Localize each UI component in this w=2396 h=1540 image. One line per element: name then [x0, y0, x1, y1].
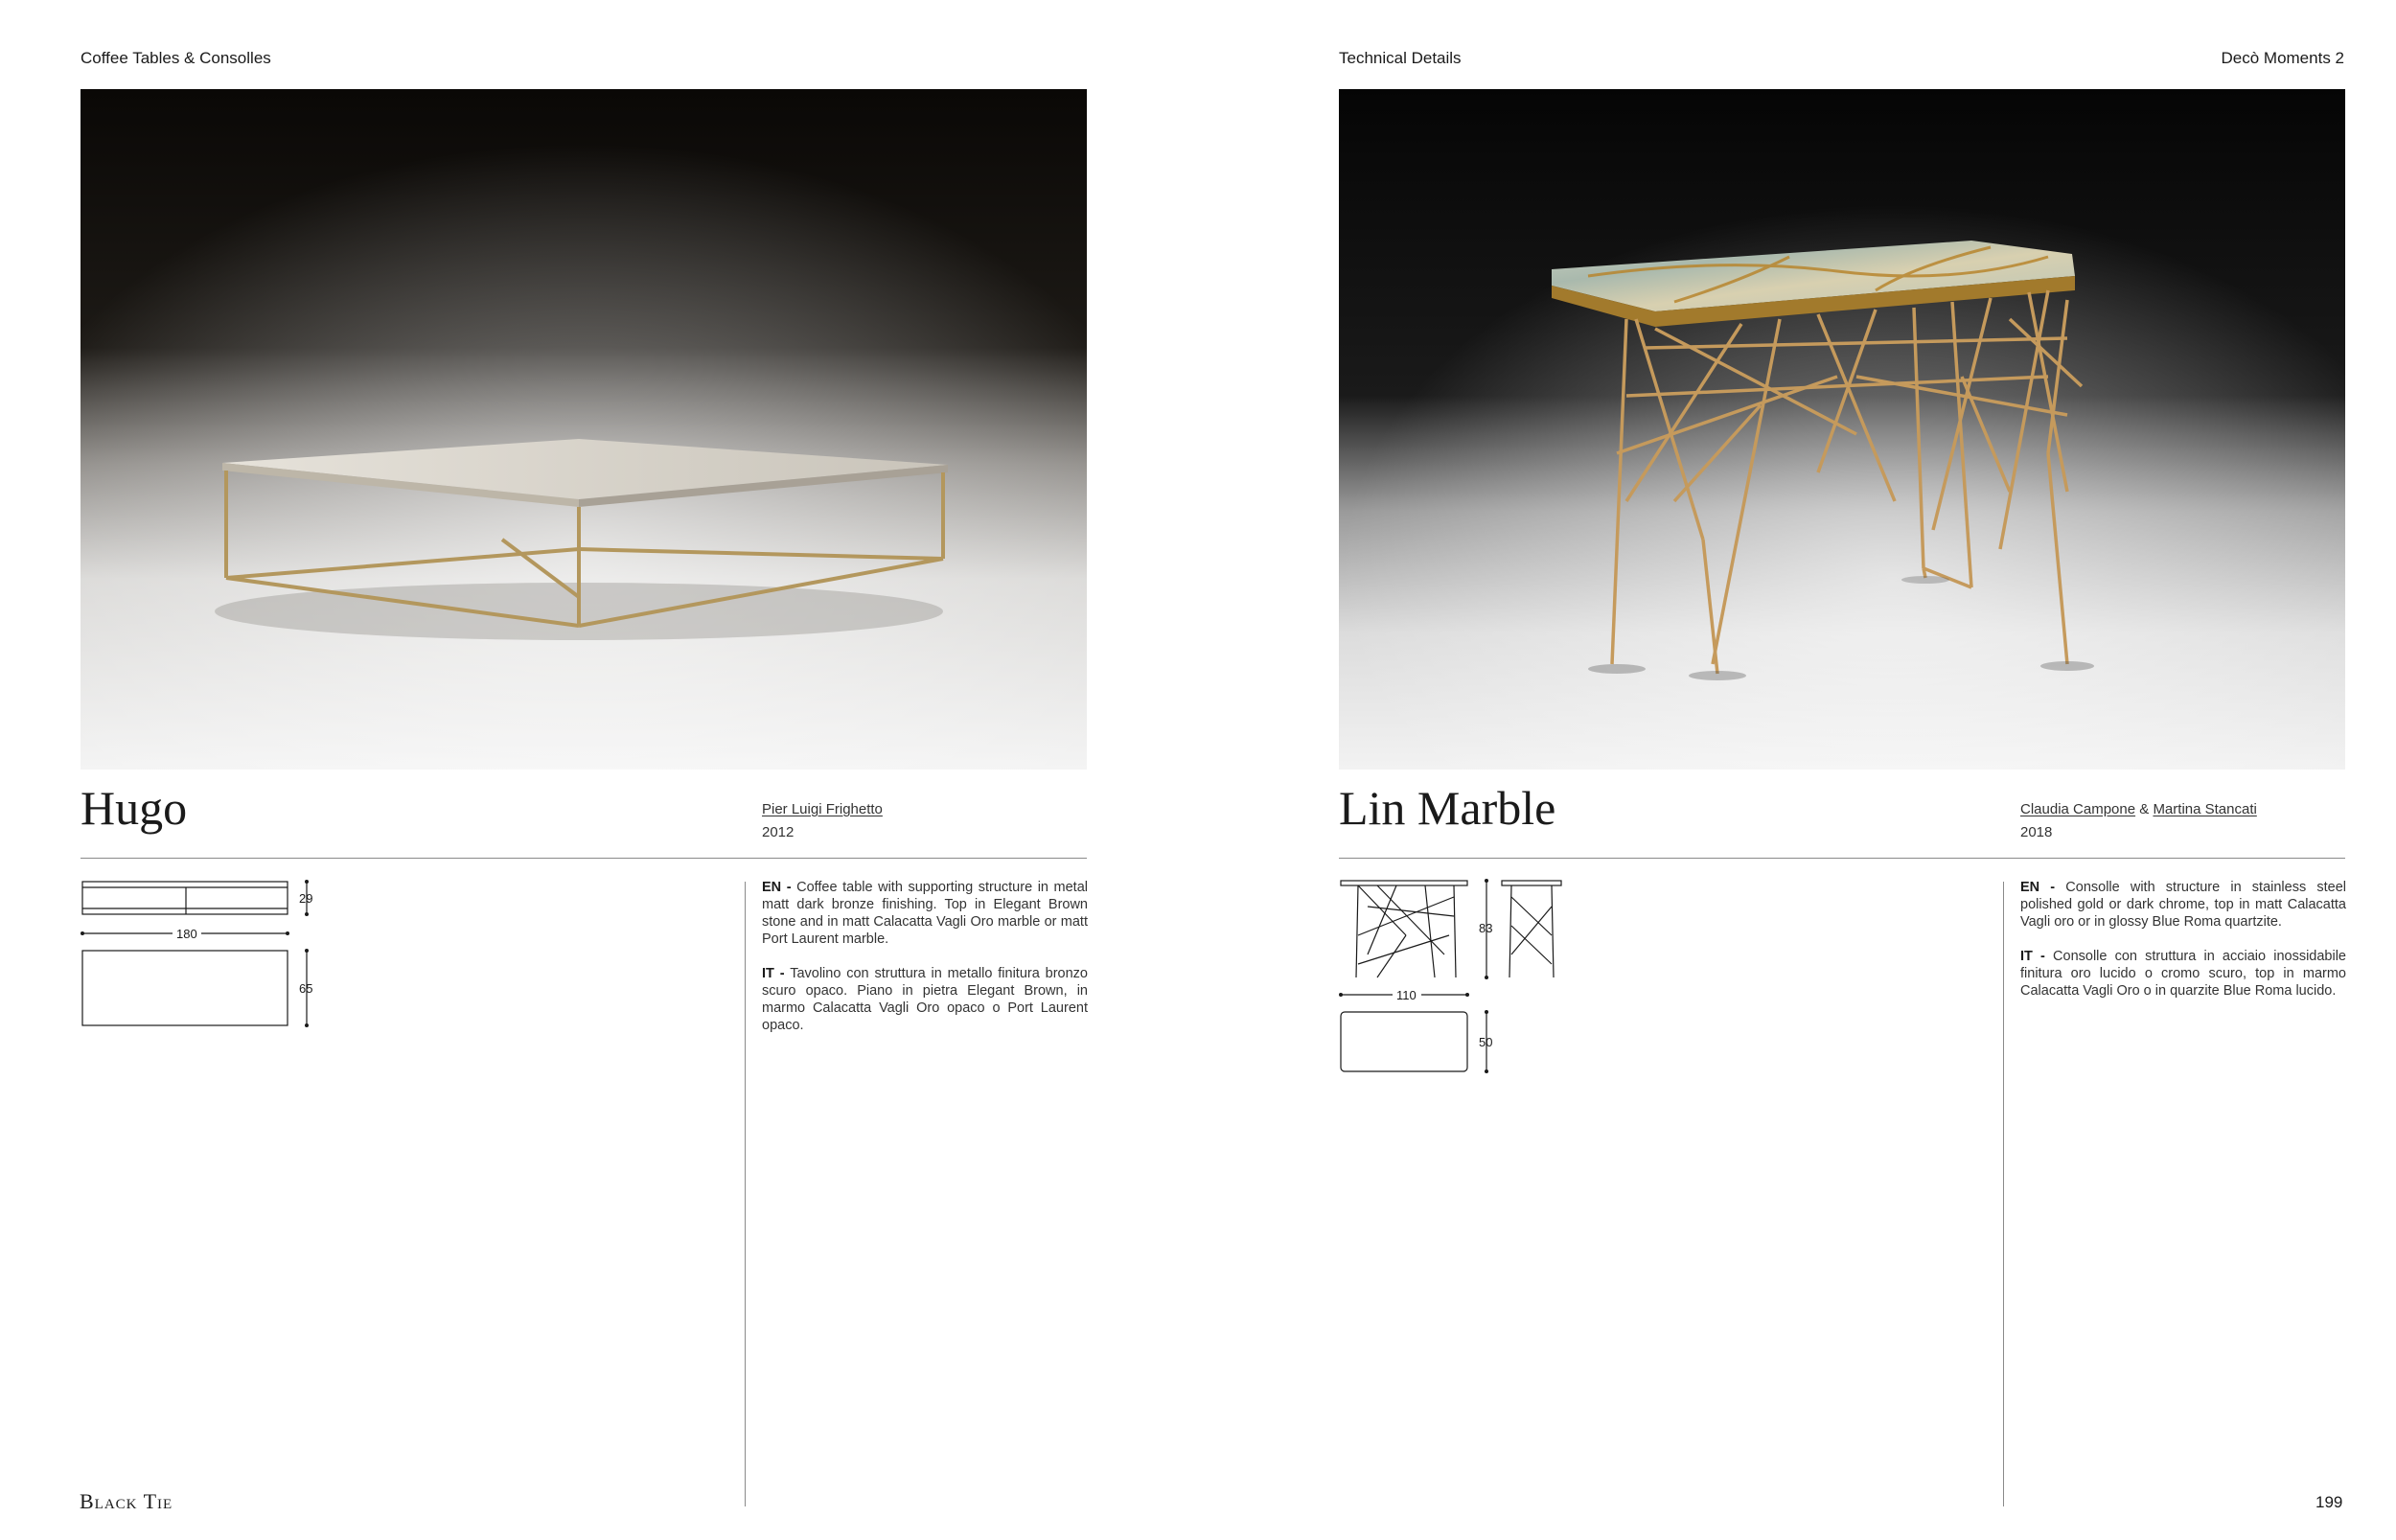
lin-marble-it-text: Consolle con struttura in acciaio inossidabile finitura oro lucido o cromo scuro, top in marmo Calacatta Vagli Oro o in quarzite Blue Roma lucido. [2020, 949, 2346, 999]
hugo-column-divider [745, 882, 746, 1506]
hugo-height-label: 29 [299, 891, 313, 906]
lin-marble-description [2020, 879, 2346, 1017]
lin-marble-year: 2018 [2020, 824, 2053, 840]
lin-marble-it-label: IT - [2020, 949, 2045, 964]
lin-marble-en-label: EN - [2020, 880, 2056, 895]
section-header: Coffee Tables & Consolles [81, 49, 271, 67]
lin-marble-depth-label: 50 [1479, 1035, 1493, 1049]
lin-marble-designer-2-link[interactable]: Martina Stancati [2153, 801, 2257, 817]
lin-marble-divider [1339, 858, 2345, 859]
hugo-title: Hugo [81, 781, 188, 835]
designer-separator: & [2139, 801, 2150, 817]
hugo-photo [81, 89, 1087, 770]
hugo-designer[interactable] [762, 801, 883, 817]
lin-marble-dimension-drawing [1339, 878, 1578, 1079]
hugo-year: 2012 [762, 824, 795, 840]
lin-marble-width-label: 110 [1396, 988, 1417, 1002]
lin-marble-photo [1339, 89, 2345, 770]
hugo-it-label: IT - [762, 966, 785, 981]
catalog-title: Decò Moments 2 [2221, 49, 2344, 67]
hugo-designer-link[interactable]: Pier Luigi Frighetto [762, 801, 883, 817]
page-number: 199 [2315, 1493, 2343, 1511]
lin-marble-designers [2020, 801, 2257, 817]
hugo-en-label: EN - [762, 880, 792, 895]
hugo-en-text: Coffee table with supporting structure in metal matt dark bronze finishing. Top in Elegant Brown stone and in matt Calacatta Vagli Oro marble or matt Port Laurent marble. [762, 880, 1088, 947]
lin-marble-column-divider [2003, 882, 2004, 1506]
brand-logo: Black Tie [80, 1489, 173, 1513]
lin-marble-title: Lin Marble [1339, 781, 1556, 835]
hugo-divider [81, 858, 1087, 859]
hugo-it-text: Tavolino con struttura in metallo finitura bronzo scuro opaco. Piano in pietra Elegant Brown, in marmo Calacatta Vagli Oro opaco o Port Laurent opaco. [762, 966, 1088, 1033]
hugo-dimension-drawing [81, 880, 330, 1033]
technical-details-header: Technical Details [1339, 49, 1462, 67]
hugo-description [762, 879, 1088, 1051]
lin-marble-en-text: Consolle with structure in stainless steel polished gold or dark chrome, top in matt Calacatta Vagli oro or in glossy Blue Roma quartzite. [2020, 880, 2346, 930]
lin-marble-height-label: 83 [1479, 921, 1493, 935]
lin-marble-designer-1-link[interactable]: Claudia Campone [2020, 801, 2136, 817]
hugo-depth-label: 65 [299, 981, 313, 996]
hugo-width-label: 180 [176, 927, 197, 941]
